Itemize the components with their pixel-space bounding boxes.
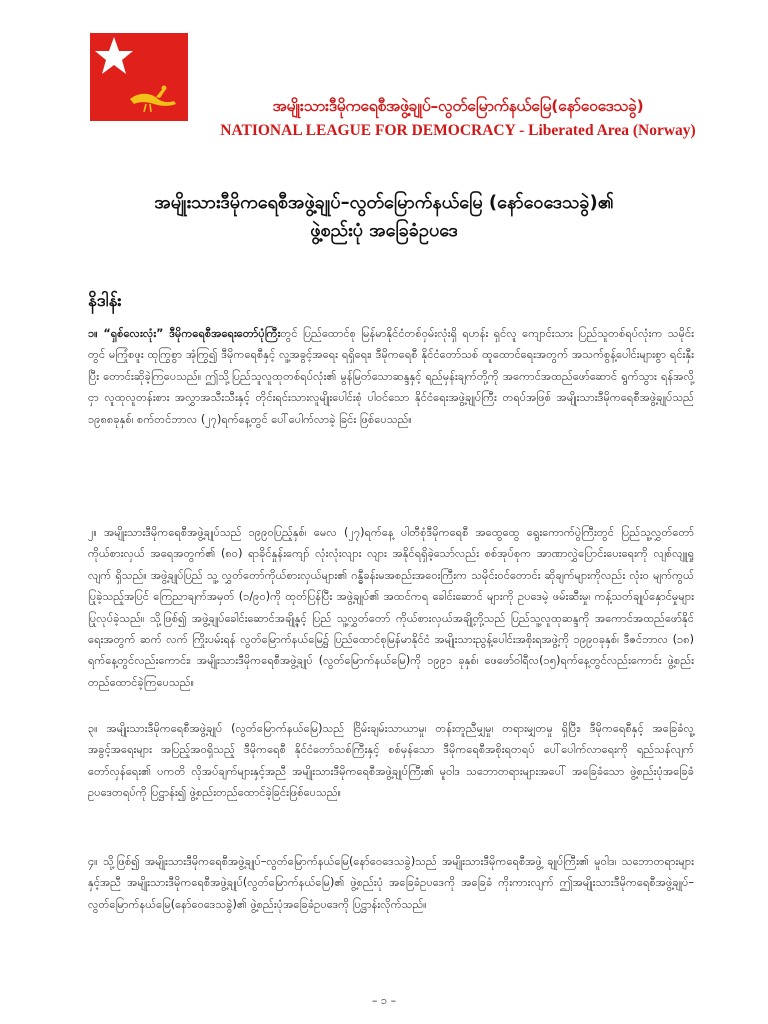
paragraph-2: ၂။ အမျိုးသားဒီမိုကရေစီအဖွဲ့ချုပ်သည် ၁၉၉၀ပြည့်နှစ်၊ မေလ (၂၇)ရက်နေ့ ပါတီစုံဒီမိုကရေစီ အထွေထွေ ရွေးကောက်ပွဲကြီးတွင် ပြည်သူ့လွှတ်တော်ကိုယ်စားလှယ် အရေအတွက်၏ (၈၀) ရာခိုင်နှုန်းကျော် လုံးလုံးလျား လျား အနိုင်ရရှိခဲ့သော်လည်း စစ်အုပ်စုက အာဏာလွှဲပြောင်းပေးရေးကို လျစ်လျူရှုလျက် ရှိသည်။ အဖွဲ့ချုပ်ပြည် သူ့ လွှတ်တော်ကိုယ်စားလှယ်များ၏ ဂန္ဓီခန်းမအစည်းအဝေးကြီးက သမိုင်းဝင်တောင်း ဆိုချက်များကိုလည်း လုံးဝ မျက်ကွယ်ပြုခဲ့သည့်အပြင် ကြေညာချက်အမှတ် (၁/၉၀)ကို ထုတ်ပြန်ပြီး အဖွဲ့ချုပ်၏ အထင်ကရ ခေါင်းဆောင် များကို ဥပဒေမဲ့ ဖမ်းဆီးမှု၊ ကန့်သတ်ချုပ်နှောင်မှုများ ပြုလုပ်ခဲ့သည်။ သို့ဖြစ်၍ အဖွဲ့ချုပ်ခေါင်းဆောင်အချို့နှင့် ပြည် သူ့လွှတ်တော် ကိုယ်စားလှယ်အချို့တို့သည် ပြည်သူ့လူထုဆန္ဒကို အကောင်အထည်ဖော်နိုင်ရေးအတွက် ဆက် လက် ကြိုးပမ်းရန် လွတ်မြောက်နယ်မြေ၌ ပြည်ထောင်စုမြန်မာနိုင်ငံ အမျိုးသားညွန့်ပေါင်းအစိုးရအဖွဲ့ကို ၁၉၉၀ခုနှစ်၊ ဒီဇင်ဘာလ (၁၈) ရက်နေ့တွင်လည်းကောင်း၊ အမျိုးသားဒီမိုကရေစီအဖွဲ့ချုပ် (လွတ်မြောက်နယ်မြေ)ကို ၁၉၉၁ ခုနှစ်၊ ဖေဖော်ဝါရီလ(၁၅)ရက်နေ့တွင်လည်းကောင်း ဖွဲ့စည်းတည်ထောင်ခဲ့ကြပေသည်။ [88, 526, 694, 689]
document-title-line-2: ဖွဲ့စည်းပုံ အခြေခံဥပဒေ [310, 220, 458, 241]
section-heading-preamble: နိဒါန်း [88, 291, 122, 311]
paragraph-1-lead: ၁။ “ရှစ်လေးလုံး” ဒီမိုကရေစီအရေးတော်ပုံကြီး [88, 327, 281, 340]
document-title-line-1: အမျိုးသားဒီမိုကရေစီအဖွဲ့ချုပ်–လွတ်မြောက်နယ်မြေ (နော်ဝေဒေသခွဲ)၏ [154, 192, 614, 213]
paragraph-1 [88, 323, 694, 498]
page-number: – ၁ – [371, 994, 397, 1007]
paragraph-3: ၃။ အမျိုးသားဒီမိုကရေစီအဖွဲ့ချုပ် (လွတ်မြောက်နယ်မြေ)သည် ငြိမ်းချမ်းသာယာမှု၊ တန်းတူညီမျှမှု၊ တရားမျှတမှု ရှိပြီး၊ ဒီမိုကရေစီနှင့် အခြေခံလူ့အခွင့်အရေးများ အပြည့်အဝရှိသည့် ဒီမိုကရေစီ နိုင်ငံတော်သစ်ကြီးနှင့် စစ်မှန်သော ဒီမိုကရေစီအစိုးရတရပ် ပေါ်ပေါက်လာရေးကို ရည်သန်လျက် တော်လှန်ရေး၏ ပကတိ လိုအပ်ချက်များနှင့်အညီ အမျိုးသားဒီမိုကရေစီအဖွဲ့ချုပ်ကြီး၏ မူဝါဒ သဘောတရားများအပေါ် အခြေခံသော ဖွဲ့စည်းပုံအခြေခံဥပဒေတရပ်ကို ပြဋ္ဌာန်း၍ ဖွဲ့စည်းတည်ထောင်ခဲ့ခြင်းဖြစ်ပေသည်။ [88, 722, 694, 800]
header-title-myanmar: အမျိုးသားဒီမိုကရေစီအဖွဲ့ချုပ်–လွတ်မြောက်နယ်မြေ(နော်ဝေဒေသခွဲ) [272, 97, 644, 115]
header-title-english: NATIONAL LEAGUE FOR DEMOCRACY - Liberated Area (Norway) [220, 122, 696, 139]
paragraph-4: ၄။ သို့ဖြစ်၍ အမျိုးသားဒီမိုကရေစီအဖွဲ့ချုပ်–လွတ်မြောက်နယ်မြေ(နော်ဝေဒေသခွဲ)သည် အမျိုးသားဒီမိုကရေစီအဖွဲ့ ချုပ်ကြီး၏ မူဝါဒ၊ သဘောတရားများနှင့်အညီ အမျိုးသားဒီမိုကရေစီအဖွဲ့ချုပ်(လွတ်မြောက်နယ်မြေ)၏ ဖွဲ့စည်းပုံ အခြေခံဥပဒေကို အခြေခံ ကိုးကားလျက် ဤအမျိုးသားဒီမိုကရေစီအဖွဲ့ချုပ်–လွတ်မြောက်နယ်မြေ(နော်ဝေဒေသခွဲ)၏ ဖွဲ့စည်းပုံအခြေခံဥပဒေကို ပြဋ္ဌာန်းလိုက်သည်။ [88, 855, 694, 911]
paragraph-1-body: တွင် ပြည်ထောင်စု မြန်မာနိုင်ငံတစ်ဝှမ်းလုံးရှိ ရဟန်း ရှင်လူ ကျောင်းသား ပြည်သူတစ်ရပ်လုံးက သမိုင်းတွင် မကြုံစဖူး ထုကြွစွာ အုံကြွ၍ ဒီမိုကရေစီနှင့် လူ့အခွင့်အရေး ရရှိရေး၊ ဒီမိုကရေစီ နိုင်ငံတော်သစ် ထူထောင်ရေးအတွက် အသက်စွန့်ပေါင်းများစွာ ရင်းနှီးပြီး တောင်းဆိုခဲ့ကြပေသည်။ ဤသို့ပြည်သူလူထုတစ်ရပ်လုံး၏ မွန်မြတ်သောဆန္ဒနှင့် ရည်မှန်းချက်တို့ကို အကောင်အထည်ဖော်ဆောင် ရွက်သွား ရန်အလို့ငှာ လူထုလူတန်းစား အလွှာအသီးသီးနှင့် တိုင်းရင်းသားလူမျိုးပေါင်းစုံ ပါဝင်သော နိုင်ငံရေးအဖွဲ့ချုပ်ကြီး တရပ်အဖြစ် အမျိုးသားဒီမိုကရေစီအဖွဲ့ချုပ်သည် ၁၉၈၈ခုနှစ်၊ စက်တင်ဘာလ (၂၇)ရက်နေ့တွင် ပေါ်ပေါက်လာခဲ့ ခြင်း ဖြစ်ပေသည်။ [88, 327, 695, 426]
nld-flag-logo [90, 33, 188, 121]
